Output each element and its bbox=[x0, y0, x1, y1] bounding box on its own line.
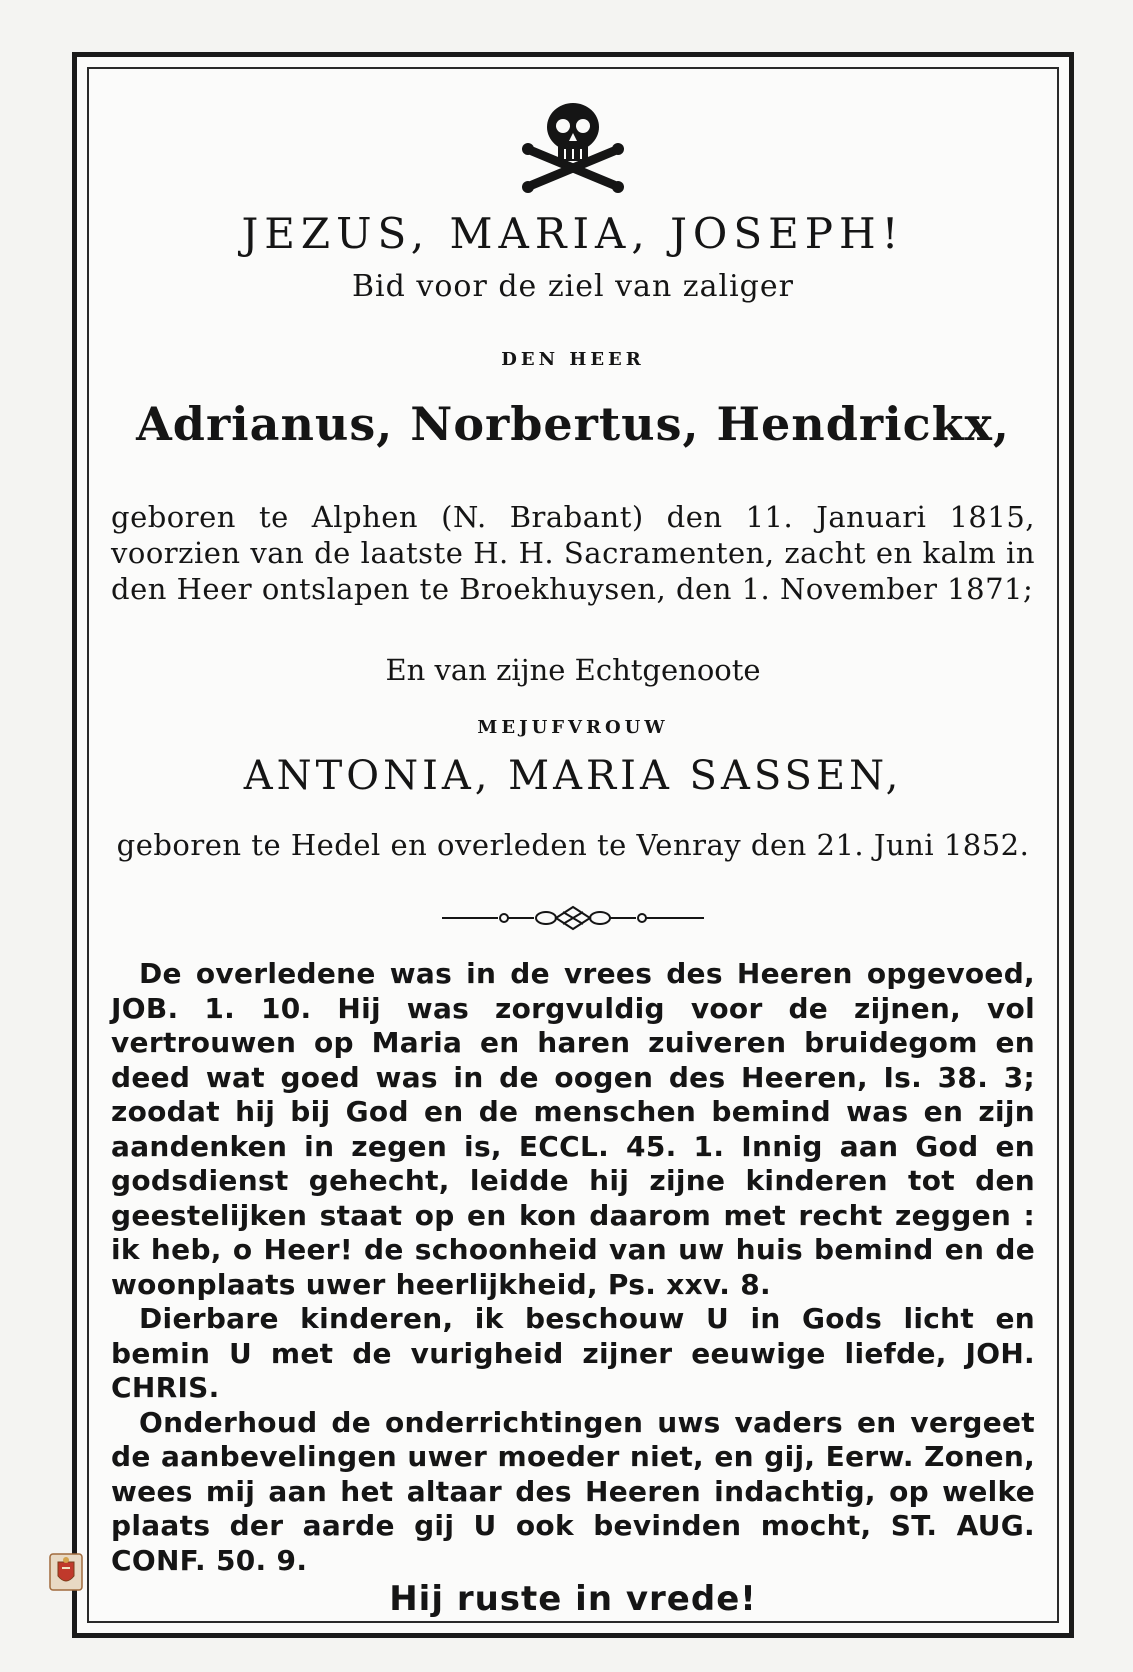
memorial-card bbox=[72, 52, 1074, 1638]
body-text bbox=[111, 957, 1035, 1578]
prayer-line: Bid voor de ziel van zaliger bbox=[352, 269, 794, 304]
deceased-title: DEN HEER bbox=[501, 349, 645, 370]
deceased-name: Adrianus, Norbertus, Hendrickx, bbox=[136, 397, 1010, 451]
body-paragraph: Dierbare kinderen, ik beschouw U in Gods licht en bemin U met de vurigheid zijner eeuwige liefde, JOH. CHRIS. bbox=[111, 1302, 1035, 1404]
spouse-name: ANTONIA, MARIA SASSEN, bbox=[243, 753, 903, 799]
body-paragraph: De overledene was in de vrees des Heeren opgevoed, JOB. 1. 10. Hij was zorgvuldig voor de zijnen, vol vertrouwen op Maria en haren zuiveren bruidegom en deed wat goed was in de oogen des Heeren, Is. 38. 3; zoodat hij bij God en de menschen bemind was en zijn aandenken in zegen is, ECCL. 45. 1. Innig aan God en godsdienst gehecht, leidde hij zijne kinderen tot den geestelijken staat op en kon daarom met recht zeggen : ik heb, o Heer! de schoonheid van uw huis bemind en de woonplaats uwer heerlijkheid, Ps. xxv. 8. bbox=[111, 957, 1035, 1301]
invocation-heading: JEZUS, MARIA, JOSEPH! bbox=[241, 209, 905, 258]
coat-of-arms-seal bbox=[48, 1552, 84, 1592]
spouse-details: geboren te Hedel en overleden te Venray den 21. Juni 1852. bbox=[116, 828, 1030, 862]
deceased-details: geboren te Alphen (N. Brabant) den 11. Januari 1815, voorzien van de laatste H. H. Sacramenten, zacht en kalm in den Heer ontslapen te Broekhuysen, den 1. November 1871; bbox=[111, 500, 1035, 606]
closing-line: Hij ruste in vrede! bbox=[389, 1579, 757, 1619]
spouse-title: MEJUFVROUW bbox=[477, 717, 669, 738]
spouse-intro: En van zijne Echtgenoote bbox=[385, 653, 761, 687]
ornamental-divider bbox=[438, 903, 708, 933]
card-content bbox=[111, 57, 1035, 1633]
body-paragraph: Onderhoud de onderrichtingen uws vaders en vergeet de aanbevelingen uwer moeder niet, en gij, Eerw. Zonen, wees mij aan het altaar des Heeren indachtig, op welke plaats der aarde gij U ook bevinden mocht, ST. AUG. CONF. 50. 9. bbox=[111, 1405, 1035, 1577]
skull-and-crossbones-icon bbox=[518, 93, 628, 193]
